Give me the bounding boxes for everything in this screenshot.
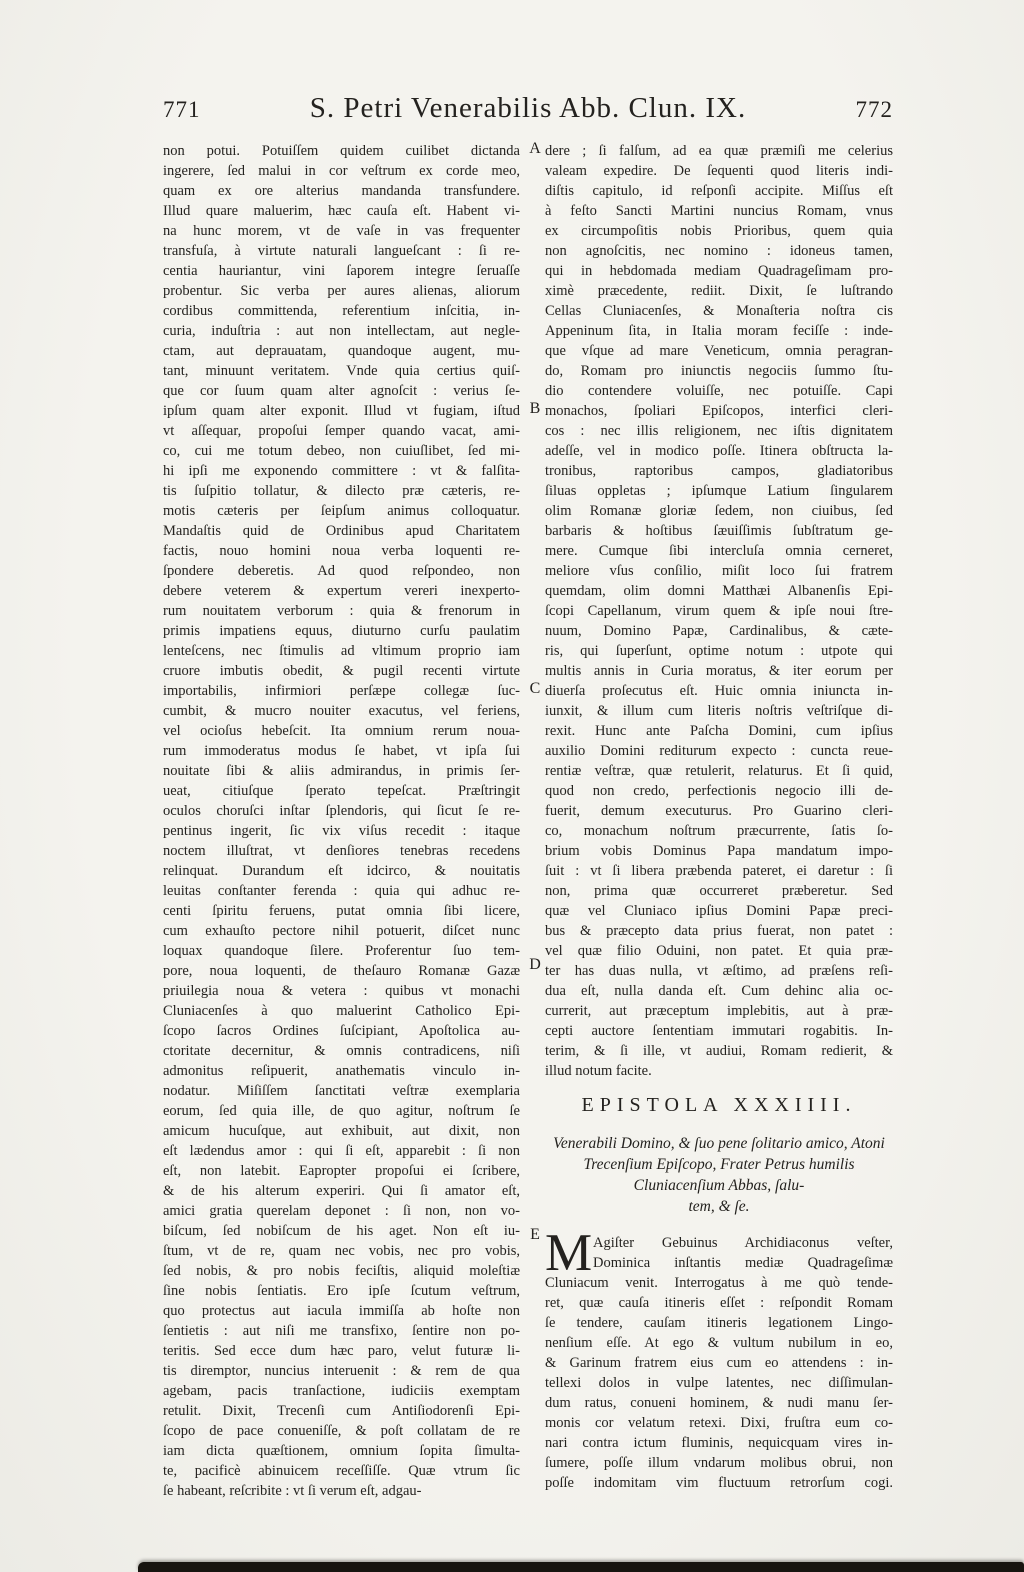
text-line: ex circumpoſitis nobis Prioribus, quem quia	[545, 223, 893, 239]
text-line: fuerit, demum executurus. Pro Guarino cleri-	[545, 803, 893, 819]
text-line: bus & præcepto data prius fuerat, non patet :	[545, 923, 893, 939]
text-line: tis ſuſpitio tollatur, & dilecto præ cæteris, re-	[163, 483, 520, 499]
text-line: Cellas Cluniacenſes, & Monaſteria noſtra cis	[545, 303, 893, 319]
text-line: ſe habeant, reſcribite : vt ſi verum eſt, adgau-	[163, 1483, 422, 1499]
text-line: ueat, citiuſque ſperato tepeſcat. Præſtringit	[163, 783, 520, 799]
epistola-dedication	[545, 1133, 893, 1217]
text-line: ctam, aut deprauatam, quandoque augent, mu-	[163, 343, 520, 359]
text-line: retulit. Dixit, Trecenſi cum Antiſiodorenſi Epi-	[163, 1403, 520, 1419]
right-column	[545, 141, 893, 1501]
scan-edge-artifact	[138, 1562, 1024, 1572]
text-line: rum immoderatus modus ſe habet, vt ipſa ſui	[163, 743, 520, 759]
text-line: Agiſter Gebuinus Archidiaconus veſter,	[593, 1235, 893, 1251]
text-line: poſſe indomitam vim fluctuum retrorſum cogi.	[545, 1475, 893, 1491]
text-line: ſine nobis ſentiatis. Ero ipſe ſcutum veſtrum,	[163, 1283, 520, 1299]
text-line: Dominica inſtantis mediæ Quadrageſimæ	[593, 1255, 893, 1271]
text-line: ret, quæ cauſa itineris eſſet : reſpondit Romam	[545, 1295, 893, 1311]
text-line: quæ vel Cluniaco ipſius Domini Papæ preci-	[545, 903, 893, 919]
text-line: valeam expedire. De ſequenti quod literis indi-	[545, 163, 893, 179]
text-line: priuilegia noua & vetera : quibus vt monachi	[163, 983, 520, 999]
text-line: nuum, Domino Papæ, Cardinalibus, & cæte-	[545, 623, 893, 639]
text-line: quemdam, olim domni Matthæi Albanenſis Epi-	[545, 583, 893, 599]
text-line: ſumere, poſſe illum vndarum molibus obrui, non	[545, 1455, 893, 1471]
marginal-letter-a: A	[529, 140, 541, 157]
text-line: eſt, non latebit. Eapropter propoſui ei ſcribere,	[163, 1163, 520, 1179]
running-head	[163, 92, 893, 125]
text-line: Illud quare maluerim, hæc cauſa eſt. Habent vi-	[163, 203, 520, 219]
epistola-heading: EPISTOLA XXXIIII.	[581, 1094, 857, 1116]
left-page-number: 771	[163, 97, 201, 122]
text-line: noctem illuſtrat, vt denſiores tenebras recedens	[163, 843, 520, 859]
text-line: tem, & ſe.	[688, 1198, 750, 1215]
text-line: cordibus committenda, referentium inſcitia, in-	[163, 303, 520, 319]
text-line: amici gratia querelam deponet : ſi non, non vo-	[163, 1203, 520, 1219]
text-line: motis cæteris per ſeipſum animus colloquatur.	[163, 503, 520, 519]
text-line: monis cor velatum retexi. Dixi, fruſtra eum co-	[545, 1415, 893, 1431]
text-line: non agnoſcitis, nec nomino : idoneus tamen,	[545, 243, 893, 259]
text-line: ſiluas oppletas ; ipſumque Latium ſingularem	[545, 483, 893, 499]
text-line: iunxit, & illum cum literis noſtris veſtriſque di-	[545, 703, 893, 719]
text-line: adeſſe, vel in modico poſſe. Itinera obſtructa la-	[545, 443, 893, 459]
text-line: & Garinum fratrem eius cum eo attendens : in-	[545, 1355, 893, 1371]
text-line: ſed nobis, & pro nobis feciſtis, aliquid moleſtiæ	[163, 1263, 520, 1279]
text-line: rentiæ veſtræ, quæ retulerit, relaturus. Et ſi quid,	[545, 763, 893, 779]
text-line: ſcopo ſacros Ordines ſuſcipiant, Apoſtolica au-	[163, 1023, 520, 1039]
text-line: Trecenſium Epiſcopo, Frater Petrus humilis	[583, 1156, 855, 1173]
text-line: debere veterem & expertum vereri inexperto-	[163, 583, 520, 599]
text-line: ximè præcedente, rediit. Dixit, ſe luſtrando	[545, 283, 893, 299]
text-line: ſentietis : aut niſi me transfixo, ſentire non po-	[163, 1323, 520, 1339]
text-line: tis diremptor, nuncius interuenit : & rem de qua	[163, 1363, 520, 1379]
text-line: dua eſt, nulla danda eſt. Cum dehinc alia oc-	[545, 983, 893, 999]
text-line: ſuit : vt ſi libera præbenda pateret, ei daretur : ſi	[545, 863, 893, 879]
epistola-body	[545, 1224, 893, 1493]
text-line: co, monachum noſtrum præcurrente, ſatis ſo-	[545, 823, 893, 839]
text-line: quod non credo, perfectionis negocio illi de-	[545, 783, 893, 799]
text-line: Cluniacenſes à quo maluerint Catholico Epi-	[163, 1003, 520, 1019]
text-line: tronibus, raptoribus campos, gladiatoribus	[545, 463, 893, 479]
epistola-body-text	[545, 1233, 893, 1493]
text-line: ingerere, ſed malui in cor veſtrum ex corde meo,	[163, 163, 520, 179]
text-line: ris, qui ſuperſunt, optime notum : utpote qui	[545, 643, 893, 659]
text-line: teritis. Sed ecce dum hæc paro, velut futuræ li-	[163, 1343, 520, 1359]
text-line: que cor ſuum quam alter agnoſcit : verius ſe-	[163, 383, 520, 399]
text-line: que vſque ad mare Veneticum, omnia peragran-	[545, 343, 893, 359]
text-line: oculos choruſci inſtar ſplendoris, qui ſicut ſe re-	[163, 803, 520, 819]
text-line: barbaris & hoſtibus ſæuiſſimis ſubſtratum ge-	[545, 523, 893, 539]
text-line: hi ipſi me exponendo committere : vt & falſita-	[163, 463, 520, 479]
text-line: amicum hucuſque, aut exhibuit, aut dixit, non	[163, 1123, 520, 1139]
text-line: Venerabili Domino, & ſuo pene ſolitario amico, Atoni	[553, 1135, 885, 1152]
text-line: rexit. Hunc ante Paſcha Domini, cum ipſius	[545, 723, 893, 739]
text-line: non potui. Potuiſſem quidem cuilibet dictanda	[163, 143, 520, 159]
text-line: à feſto Sancti Martini nuncius Romam, vnus	[545, 203, 893, 219]
text-line: probentur. Sic verba per aures alienas, aliorum	[163, 283, 520, 299]
text-line: brium vobis Dominus Papa mandatum impo-	[545, 843, 893, 859]
text-line: curia, induſtria : aut non intellectam, aut negle-	[163, 323, 520, 339]
text-line: illud notum facite.	[545, 1063, 652, 1079]
marginal-letter-d: D	[529, 956, 541, 973]
drop-cap-initial: M	[545, 1224, 593, 1282]
text-line: nouitate ſibi & aliis admirandus, in primis ſer-	[163, 763, 520, 779]
text-line: biſcum, ſed nobiſcum de his aget. Non eſt iu-	[163, 1223, 520, 1239]
text-line: nodatur. Miſiſſem ſanctitati veſtræ exemplaria	[163, 1083, 520, 1099]
text-line: cruore imbutis obedit, & pugil recenti virtute	[163, 663, 520, 679]
text-line: currerit, aut præceptum implebitis, aut à præ-	[545, 1003, 893, 1019]
text-line: mere. Cumque ſibi intercluſa omnia cerneret,	[545, 543, 893, 559]
text-line: tant, minuunt veritatem. Vnde quia certius quiſ-	[163, 363, 520, 379]
text-line: vel ocioſus hebeſcit. Ita omnium rerum noua-	[163, 723, 520, 739]
text-line: cum exhauſto pectore nihil potuerit, diſcet nunc	[163, 923, 520, 939]
text-line: qui in hebdomada mediam Quadrageſimam pro-	[545, 263, 893, 279]
text-line: factis, nouo homini noua verba loquenti re-	[163, 543, 520, 559]
text-line: auxilio Domini rediturum expecto : cuncta reue-	[545, 743, 893, 759]
text-line: do, Romam pro iniunctis negociis ſummo ſtu-	[545, 363, 893, 379]
text-line: cos : nec illis religionem, nec iſtis dignitatem	[545, 423, 893, 439]
text-line: lenteſcens, nec ſtimulis ad vltimum proprio iam	[163, 643, 520, 659]
text-line: dio contendere voluiſſe, nec potuiſſe. Capi	[545, 383, 893, 399]
text-line: non, prima quæ occurreret præberetur. Sed	[545, 883, 893, 899]
text-line: ſtum, vt de re, quam nec vobis, nec pro vobis,	[163, 1243, 520, 1259]
text-line: ter has duas nulla, vt æſtimo, ad præſens reſi-	[545, 963, 893, 979]
text-line: monachos, ſpoliari Epiſcopos, interfici cleri-	[545, 403, 893, 419]
text-line: leuitas conſtanter ferenda : quia qui adhuc re-	[163, 883, 520, 899]
right-page-number: 772	[855, 97, 893, 122]
text-line: ſe tendere, cauſam itineris legationem Lingo-	[545, 1315, 893, 1331]
text-line: vel quæ filio Oduini, non patet. Et quia præ-	[545, 943, 893, 959]
text-line: nari contra ictum fluminis, nequicquam vires in-	[545, 1435, 893, 1451]
text-line: diuerſa proſecutus eſt. Huic omnia iniuncta in-	[545, 683, 893, 699]
right-column-text	[545, 141, 893, 1081]
text-line: admonitus reſipuerit, anathematis vinculo in-	[163, 1063, 520, 1079]
text-line: Appeninum ſita, in Italia moram feciſſe : inde-	[545, 323, 893, 339]
text-line: ſcopo de pace conueniſſe, & poſt collatam de re	[163, 1423, 520, 1439]
text-line: dum ratus, conueni hominem, & nudi manu ſer-	[545, 1395, 893, 1411]
text-line: cepti auctore ſententiam immutari rogabitis. In-	[545, 1023, 893, 1039]
text-line: terim, & ſi ille, vt audiui, Romam redierit, &	[545, 1043, 893, 1059]
text-line: Mandaſtis quid de Ordinibus apud Charitatem	[163, 523, 520, 539]
text-line: ſpondere deberetis. Ad quod reſpondeo, non	[163, 563, 520, 579]
text-line: co, cui me totum debeo, non cuiuſlibet, ſed mi-	[163, 443, 520, 459]
text-line: multis annis in Curia moratus, & iter eorum per	[545, 663, 893, 679]
text-line: importabilis, infirmiori perſæpe collegæ ſuc-	[163, 683, 520, 699]
text-line: centi ſpiritu feruens, putat omnia ſibi licere,	[163, 903, 520, 919]
text-line: ipſum quam alter exponit. Illud vt fugiam, iſtud	[163, 403, 520, 419]
text-line: olim Romanæ gloriæ ſedem, non ciuibus, ſed	[545, 503, 893, 519]
left-column	[163, 141, 520, 1501]
text-line: cumbit, & mucro nouiter exacutus, vel feriens,	[163, 703, 520, 719]
text-line: te, pacificè abinuicem receſſiſſe. Quæ vtrum ſic	[163, 1463, 520, 1479]
text-line: ſcopi Capellanum, virum quem & ipſe noui ſtre-	[545, 603, 893, 619]
text-line: Cluniacenſium Abbas, ſalu-	[633, 1177, 805, 1194]
text-line: centia hauriantur, vini ſaporem integre ſeruaſſe	[163, 263, 520, 279]
page-content	[163, 92, 893, 1501]
text-line: rum nouitatem verborum : quia & frenorum in	[163, 603, 520, 619]
page-title: S. Petri Venerabilis Abb. Clun. IX.	[309, 92, 747, 124]
text-line: pentinus ingerit, ſic vix viſus recedit : itaque	[163, 823, 520, 839]
text-line: Cluniacum venit. Interrogatus à me quò tende-	[545, 1275, 893, 1291]
text-line: diſtis capitulo, id reſponſi accipite. Miſſus eſt	[545, 183, 893, 199]
marginal-letter-e: E	[530, 1226, 540, 1243]
text-line: relinquat. Durandum eſt idcirco, & nouitatis	[163, 863, 520, 879]
text-line: nenſium eſſe. At ego & vultum nubilum in eo,	[545, 1335, 893, 1351]
text-columns	[163, 141, 893, 1501]
text-line: iam dicta quæſtionem, omnium ſopita ſimulta-	[163, 1443, 520, 1459]
text-line: quo protectus aut iacula immiſſa ab hoſte non	[163, 1303, 520, 1319]
text-line: eſt lædendus amor : qui ſi eſt, apparebit : ſi non	[163, 1143, 520, 1159]
text-line: dere ; ſi falſum, ad ea quæ præmiſi me celerius	[545, 143, 893, 159]
text-line: pore, noua loquenti, de theſauro Romanæ Gazæ	[163, 963, 520, 979]
text-line: agebam, pacis tranſactione, iudiciis exemptam	[163, 1383, 520, 1399]
text-line: primis impatiens equus, diuturno curſu paulatim	[163, 623, 520, 639]
text-line: meliore vſus conſilio, miſit loco ſui fratrem	[545, 563, 893, 579]
text-line: quam ex ore alterius mandanda transfundere.	[163, 183, 520, 199]
text-line: vt aſſequar, propoſui ſemper quando vacat, ami-	[163, 423, 520, 439]
text-line: tellexi dolos in vulpe latentes, nec diſſimulan-	[545, 1375, 893, 1391]
marginal-letter-b: B	[529, 400, 541, 417]
text-line: na hunc morem, vt de vaſe in vas frequenter	[163, 223, 520, 239]
text-line: eorum, ſed quia ille, de quo agitur, noſtrum ſe	[163, 1103, 520, 1119]
text-line: ctoritate decernitur, & omnis contradicens, niſi	[163, 1043, 520, 1059]
text-line: & de his alterum experiri. Qui ſi amator eſt,	[163, 1183, 520, 1199]
text-line: transfuſa, à virtute naturali langueſcant : ſi re-	[163, 243, 520, 259]
marginal-letter-c: C	[529, 680, 541, 697]
text-line: loquax quandoque ſilere. Proferentur ſuo tem-	[163, 943, 520, 959]
